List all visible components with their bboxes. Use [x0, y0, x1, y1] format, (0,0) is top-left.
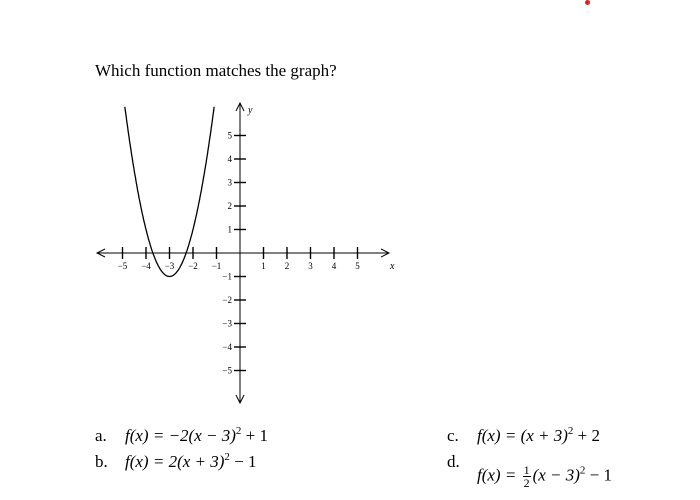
- x-tick-label: −2: [188, 261, 198, 271]
- y-tick-label: 2: [227, 201, 232, 211]
- x-tick-label: −4: [141, 261, 151, 271]
- choice-letter: a.: [95, 426, 107, 445]
- choice-letter: c.: [447, 426, 459, 445]
- choice-expression: $f(x) = (x + 3)^2 + 2$: [477, 425, 600, 445]
- choice-expression: $f(x) = -2(x - 3)^2 + 1$: [125, 425, 268, 445]
- x-tick-label: −3: [164, 261, 175, 271]
- y-tick-label: −3: [222, 318, 232, 329]
- fraction-one-half: $\frac{1}{2}$: [523, 463, 530, 490]
- choice-letter: b.: [95, 452, 108, 471]
- x-tick-label: −5: [117, 261, 128, 271]
- y-tick-label: 3: [227, 177, 232, 188]
- x-tick-label: 3: [308, 261, 313, 271]
- y-tick-label: −4: [222, 342, 232, 352]
- choice-expression: $f(x) = 2(x + 3)^2 - 1$: [125, 451, 257, 471]
- choice-letter: d.: [447, 452, 460, 471]
- y-tick-label: 5: [227, 130, 232, 141]
- x-tick-label: 5: [355, 261, 360, 271]
- y-tick-label: −5: [222, 365, 232, 376]
- y-axis-label: y: [248, 105, 253, 116]
- x-tick-label: 1: [261, 261, 266, 271]
- x-tick-label: 2: [284, 261, 290, 271]
- x-tick-label: −1: [211, 261, 222, 271]
- y-tick-label: −1: [222, 271, 232, 282]
- x-axis-label: x: [390, 261, 395, 272]
- y-tick-label: −2: [222, 295, 232, 305]
- y-tick-label: 4: [227, 154, 232, 164]
- question-text: Which function matches the graph?: [95, 61, 337, 80]
- x-tick-label: 4: [331, 261, 337, 271]
- coordinate-graph: [85, 95, 415, 415]
- red-dot: [585, 0, 590, 5]
- y-tick-label: 1: [227, 224, 232, 235]
- choice-expression: f(x) = $\frac{1}{2}$ $(x - 3)^2 - 1$: [477, 463, 612, 490]
